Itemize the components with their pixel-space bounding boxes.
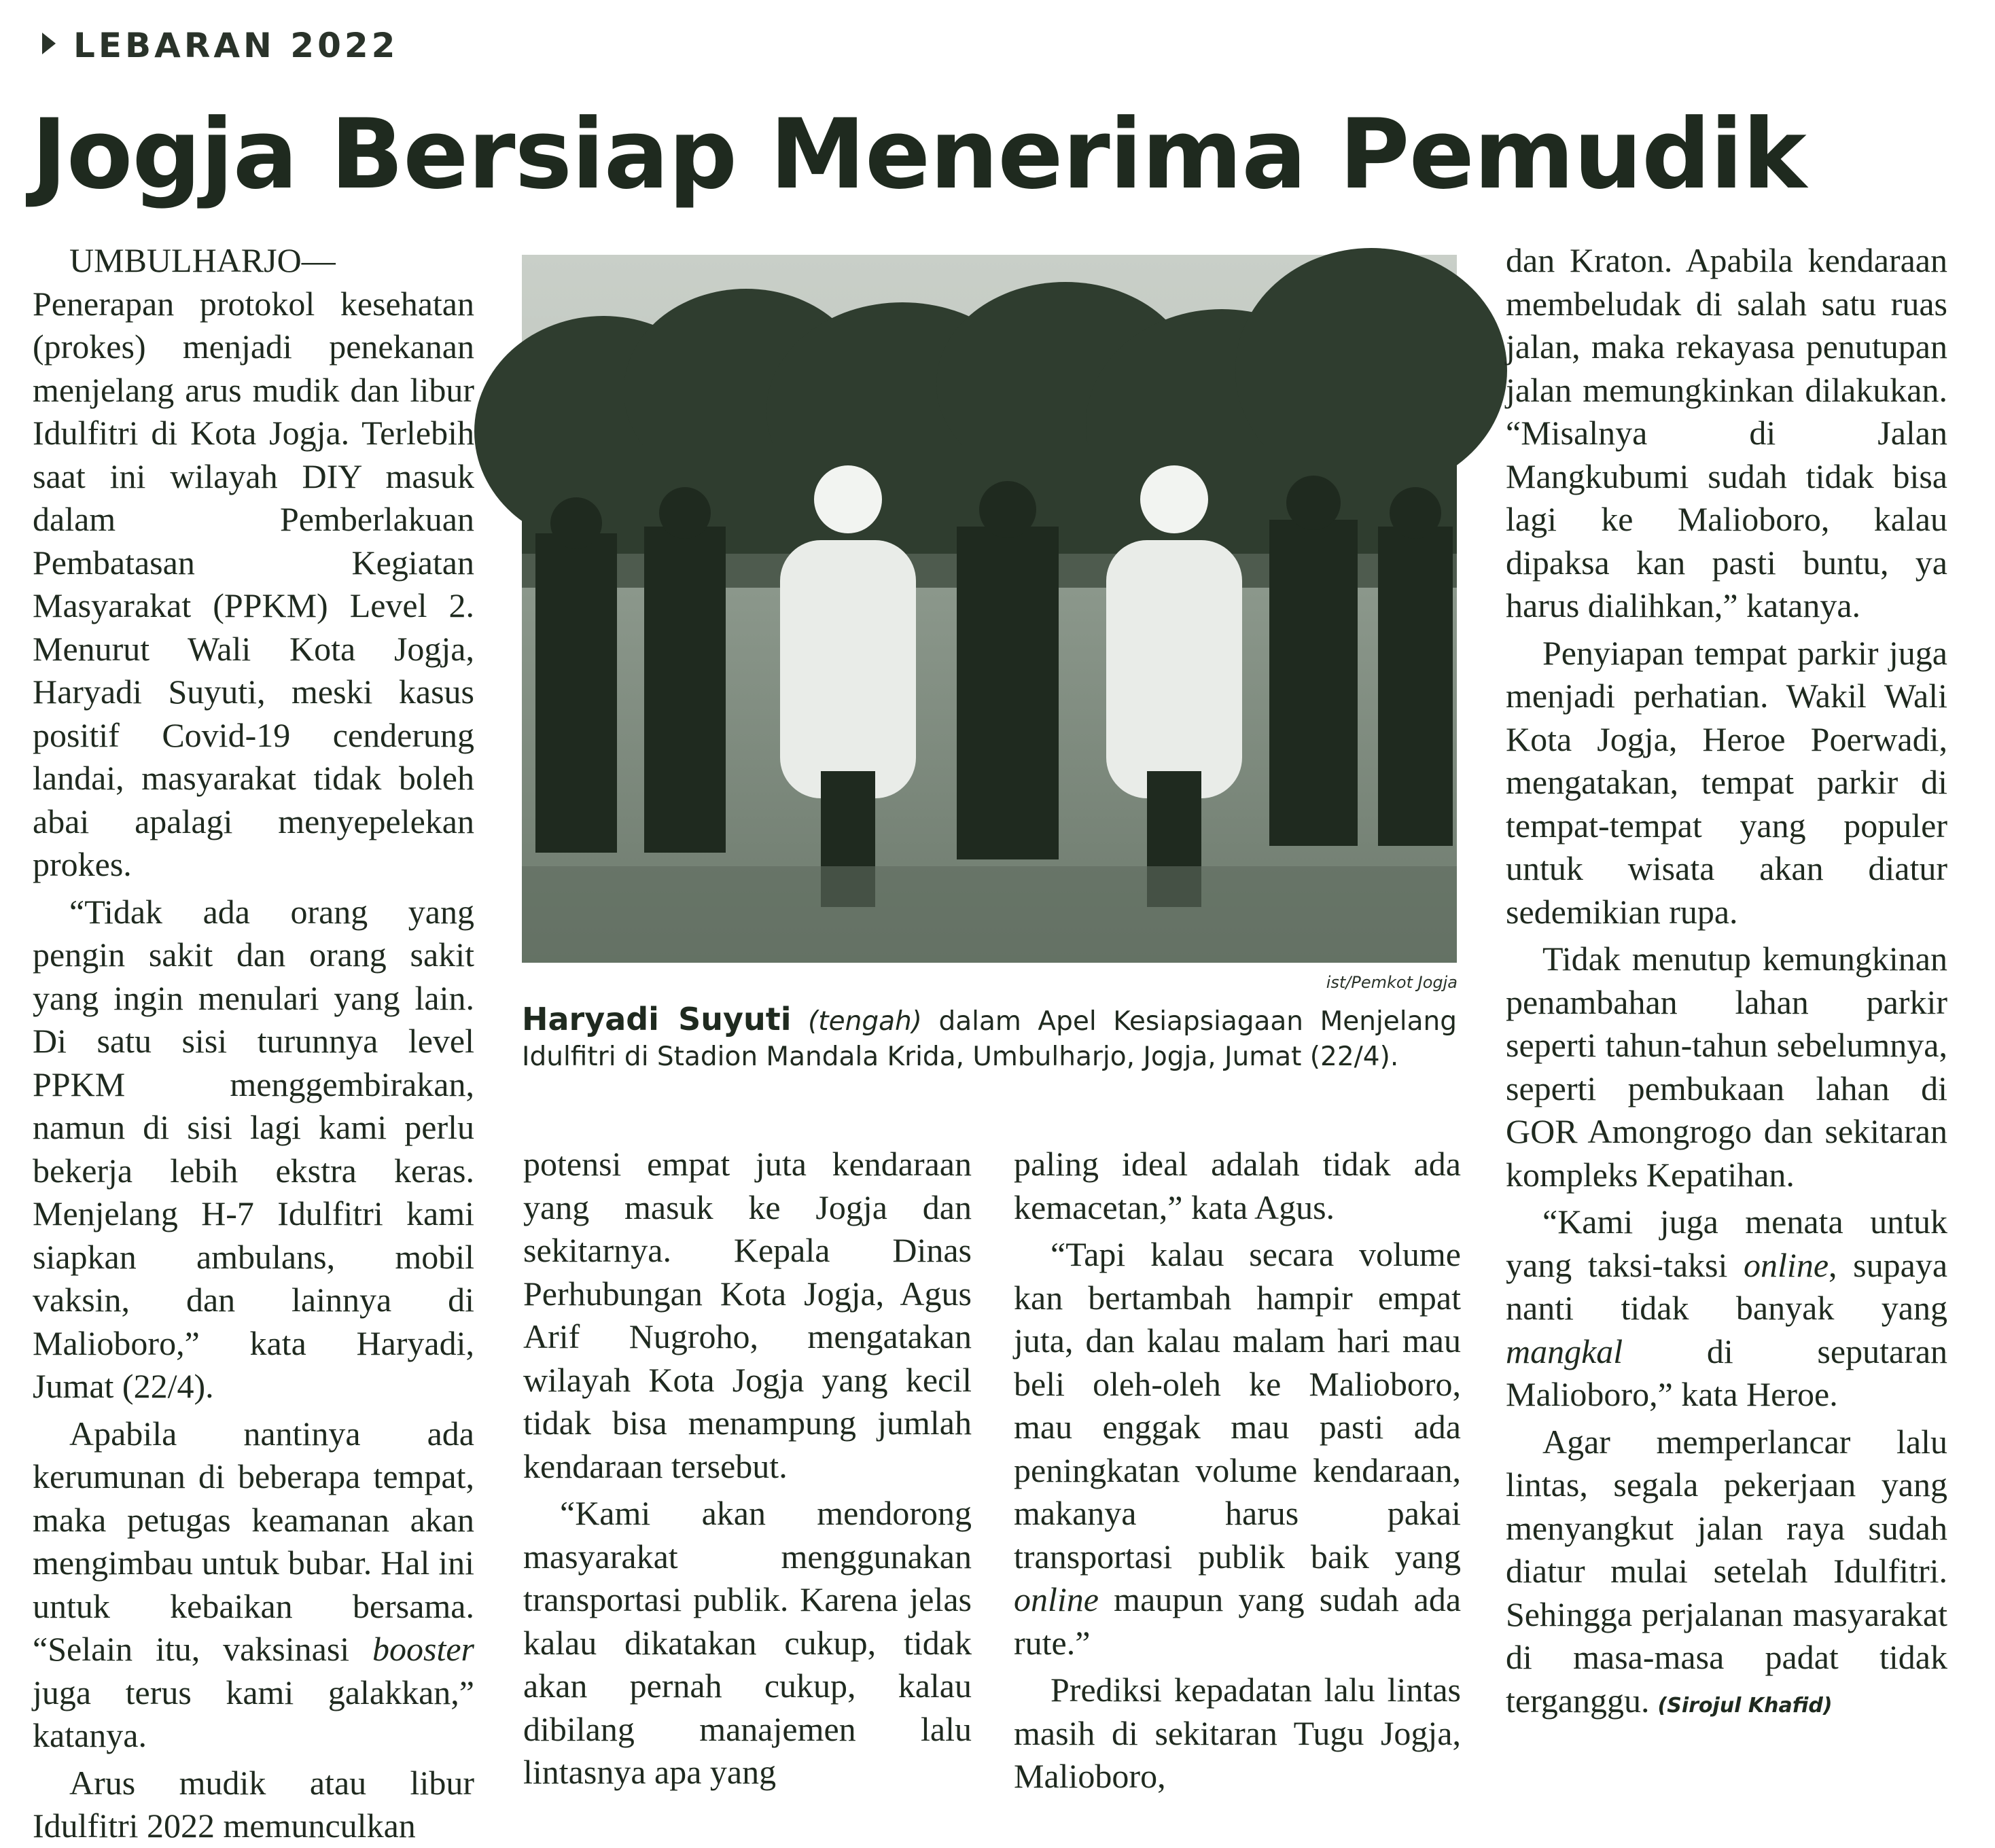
italic-term: online xyxy=(1014,1580,1099,1618)
news-photo xyxy=(522,255,1457,963)
paragraph xyxy=(1014,1233,1461,1665)
text-run: “Tapi kalau secara volume kan bertambah hampir empat juta, dan kalau malam hari mau beli oleh-oleh ke Malioboro, mau enggak mau pasti ada peningkatan volume kendaraan, makanya harus pakai transportasi publik baik yang xyxy=(1014,1235,1461,1576)
kicker-label: LEBARAN 2022 xyxy=(73,26,399,65)
paragraph: Tidak menutup kemungkinan penambahan lahan parkir seperti tahun-tahun sebelumnya, seperti pembukaan lahan di GOR Amongrogo dan sekitaran kompleks Kepatihan. xyxy=(1506,940,1947,1194)
article-column-1 xyxy=(33,239,474,1845)
paragraph xyxy=(1506,1201,1947,1417)
paragraph: Penyiapan tempat parkir juga menjadi perhatian. Wakil Wali Kota Jogja, Heroe Poerwadi, mengatakan, tempat parkir di tempat-tempat yang populer untuk wisata akan diatur sedemikian rupa. xyxy=(1506,633,1947,931)
italic-term: online xyxy=(1744,1245,1829,1284)
text-run: Agar memperlancar lalu lintas, segala pekerjaan yang menyangkut jalan raya sudah diatur mulai setelah Idulfitri. Sehingga perjalanan masyarakat di masa-masa padat tidak terganggu. xyxy=(1506,1422,1947,1720)
italic-term: mangkal xyxy=(1506,1332,1623,1370)
italic-term: booster xyxy=(372,1630,474,1668)
text-run: “Kami juga menata untuk yang taksi-taksi xyxy=(1506,1203,1947,1284)
paragraph: dan Kraton. Apabila kendaraan membeludak di salah satu ruas jalan, maka rekayasa penutupan jalan memungkinkan dilakukan. “Misalnya di Jalan Mangkubumi sudah tidak bisa lagi ke Malioboro, kalau dipaksa kan pasti buntu, ya harus dialihkan,” katanya. xyxy=(1506,241,1947,624)
photo-illustration xyxy=(522,255,1457,963)
paragraph xyxy=(33,1412,474,1758)
text-run: , supaya nanti tidak banyak yang xyxy=(1506,1245,1948,1327)
caption-name: Haryadi Suyuti xyxy=(522,1001,792,1037)
photo-credit: ist/Pemkot Jogja xyxy=(1326,973,1458,992)
paragraph: “Tidak ada orang yang pengin sakit dan orang sakit yang ingin menulari yang lain. Di satu sisi turunnya level PPKM menggembirakan, namun di sisi lagi kami perlu bekerja lebih ekstra keras. Menjelang H-7 Idulfitri kami siapkan ambulans, mobil vaksin, dan lainnya di Malioboro,” kata Haryadi, Jumat (22/4). xyxy=(33,892,474,1405)
paragraph: Arus mudik atau libur Idulfitri 2022 memunculkan xyxy=(33,1763,474,1845)
author-byline: (Sirojul Khafid) xyxy=(1657,1693,1833,1718)
paragraph: UMBULHARJO—Penerapan protokol kesehatan (prokes) menjadi penekanan menjelang arus mudik dan libur Idulfitri di Kota Jogja. Terlebih saat ini wilayah DIY masuk dalam Pemberlakuan Pembatasan Kegiatan Masyarakat (PPKM) Level 2. Menurut Wali Kota Jogja, Haryadi Suyuti, meski kasus positif Covid-19 cenderung landai, masyarakat tidak boleh abai apalagi menyepelekan prokes. xyxy=(33,241,474,883)
photo-caption xyxy=(522,1001,1457,1075)
paragraph xyxy=(1506,1421,1947,1728)
article-headline: Jogja Bersiap Menerima Pemudik xyxy=(31,99,1806,211)
paragraph: potensi empat juta kendaraan yang masuk ke Jogja dan sekitarnya. Kepala Dinas Perhubungan Kota Jogja, Agus Arif Nugroho, mengatakan wilayah Kota Jogja yang kecil tidak bisa menampung jumlah kendaraan tersebut. xyxy=(523,1145,972,1485)
paragraph: “Kami akan mendorong masyarakat menggunakan transportasi publik. Karena jelas kalau dikatakan cukup, tidak akan pernah cukup, kalau dibilang manajemen lalu lintasnya apa yang xyxy=(523,1494,972,1791)
article-column-2 xyxy=(523,1143,972,1791)
caption-role: (tengah) xyxy=(808,1006,922,1037)
text-run: maupun yang sudah ada rute.” xyxy=(1014,1580,1462,1662)
text-run: di seputaran Malioboro,” kata Heroe. xyxy=(1506,1332,1948,1413)
paragraph: paling ideal adalah tidak ada kemacetan,” kata Agus. xyxy=(1014,1145,1461,1226)
section-kicker xyxy=(42,26,398,65)
text-run: Apabila nantinya ada kerumunan di beberapa tempat, maka petugas keamanan akan mengimbau untuk bubar. Hal ini untuk kebaikan bersama. “Selain itu, vaksinasi xyxy=(33,1414,474,1668)
kicker-arrow-icon xyxy=(42,33,56,54)
caption-text: dalam Apel Kesiapsiagaan Menjelang Idulfitri di Stadion Mandala Krida, Umbulharjo, Jogja, Jumat (22/4). xyxy=(522,1006,1457,1072)
paragraph: Prediksi kepadatan lalu lintas masih di sekitaran Tugu Jogja, Malioboro, xyxy=(1014,1671,1461,1795)
article-column-3 xyxy=(1014,1143,1462,1795)
text-run: juga terus kami galakkan,” katanya. xyxy=(33,1673,474,1754)
article-column-4 xyxy=(1506,239,1947,1781)
